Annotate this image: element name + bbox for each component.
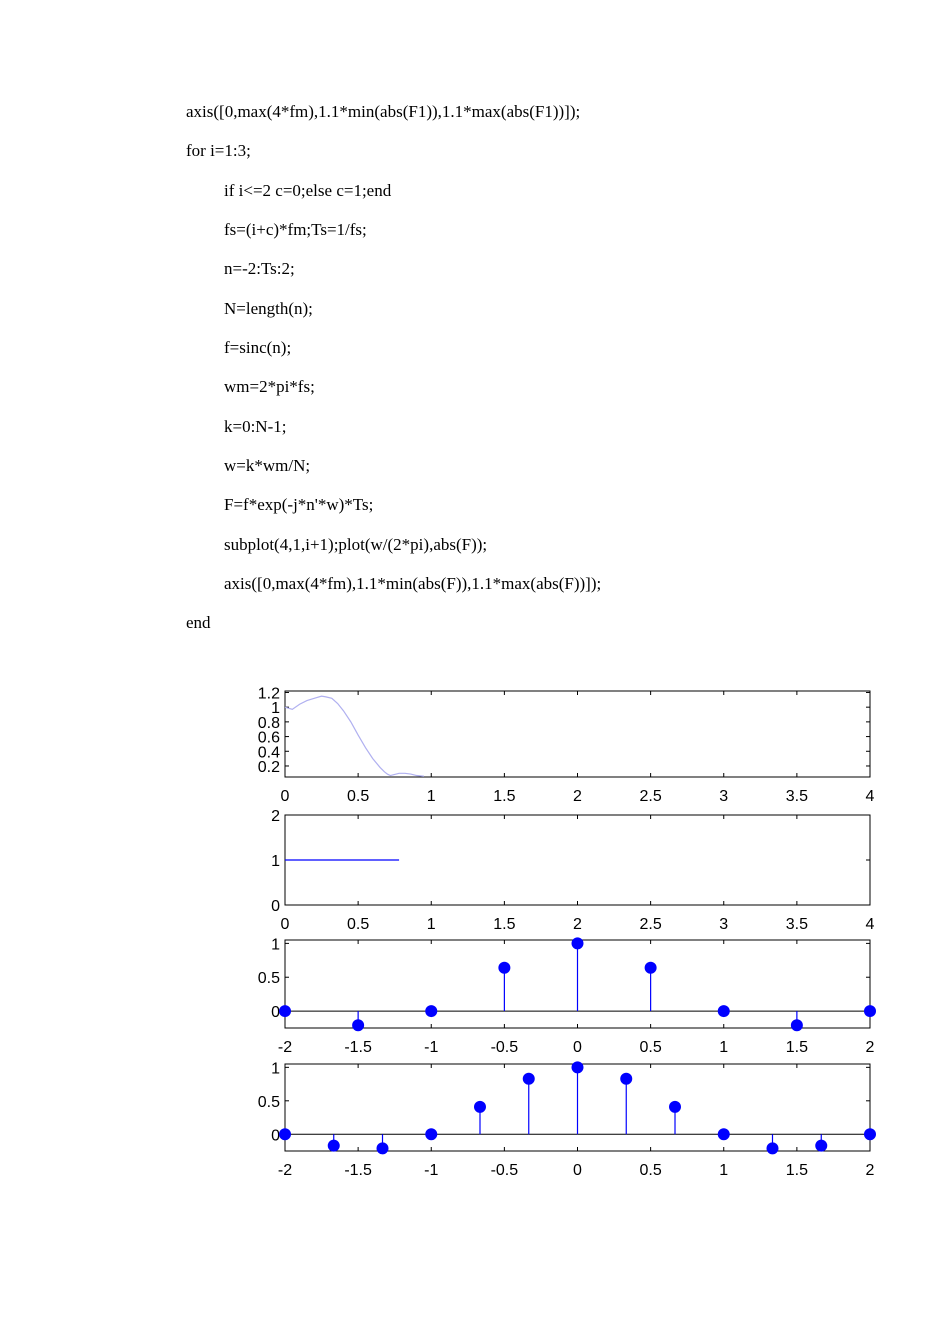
x-tick-label: 3.5 bbox=[785, 916, 808, 933]
x-tick-label: 0 bbox=[573, 1039, 582, 1056]
x-tick-label: 0.5 bbox=[347, 916, 370, 933]
x-tick-label: 0 bbox=[280, 916, 290, 933]
subplot-4 bbox=[258, 1060, 876, 1179]
code-line-2: for i=1:3; bbox=[186, 141, 251, 160]
matlab-figure bbox=[240, 680, 890, 1190]
stem-marker bbox=[718, 1129, 729, 1140]
stem-marker bbox=[499, 962, 510, 973]
x-tick-label: 2 bbox=[865, 1039, 875, 1056]
y-tick-label: 0 bbox=[271, 898, 280, 915]
stem-marker bbox=[280, 1129, 291, 1140]
subplot-2 bbox=[271, 808, 874, 933]
stem-marker bbox=[791, 1020, 802, 1031]
y-tick-label: 2 bbox=[271, 808, 280, 825]
x-tick-label: -0.5 bbox=[490, 1039, 519, 1056]
stem-marker bbox=[523, 1073, 534, 1084]
x-tick-label: 1 bbox=[719, 1162, 729, 1179]
code-line-12: subplot(4,1,i+1);plot(w/(2*pi),abs(F)); bbox=[224, 535, 488, 554]
x-tick-label: 3.5 bbox=[785, 788, 808, 805]
stem-marker bbox=[718, 1006, 729, 1017]
x-tick-label: -1.5 bbox=[344, 1039, 372, 1056]
x-tick-label: 3 bbox=[719, 788, 729, 805]
y-tick-label: 0 bbox=[271, 1127, 280, 1145]
code-line-13: axis([0,max(4*fm),1.1*min(abs(F)),1.1*max(abs(F))]); bbox=[224, 574, 602, 593]
series-line bbox=[285, 696, 424, 776]
y-tick-label: 0.5 bbox=[257, 970, 280, 988]
stem-marker bbox=[426, 1006, 437, 1017]
y-tick-label: 1.2 bbox=[257, 685, 280, 703]
code-line-4: fs=(i+c)*fm;Ts=1/fs; bbox=[224, 220, 367, 239]
x-tick-label: 2.5 bbox=[639, 788, 662, 805]
y-tick-label: 0 bbox=[271, 1004, 280, 1022]
x-tick-label: -2 bbox=[277, 1039, 293, 1056]
y-tick-label: 1 bbox=[271, 853, 280, 870]
stem-marker bbox=[645, 962, 656, 973]
x-tick-label: 0.5 bbox=[639, 1039, 662, 1056]
x-tick-label: 4 bbox=[865, 916, 875, 933]
subplot-1 bbox=[258, 685, 875, 805]
x-tick-label: 2 bbox=[573, 916, 582, 933]
x-tick-label: 2.5 bbox=[639, 916, 662, 933]
stem-marker bbox=[572, 1062, 583, 1073]
x-tick-label: 1 bbox=[426, 916, 436, 933]
stem-marker bbox=[280, 1006, 291, 1017]
code-line-1: axis([0,max(4*fm),1.1*min(abs(F1)),1.1*max(abs(F1))]); bbox=[186, 102, 581, 121]
x-tick-label: 1 bbox=[719, 1039, 729, 1056]
x-tick-label: -1 bbox=[424, 1162, 439, 1179]
code-line-9: k=0:N-1; bbox=[224, 417, 287, 436]
x-tick-label: 3 bbox=[719, 916, 729, 933]
x-tick-label: 1 bbox=[426, 788, 436, 805]
stem-marker bbox=[621, 1073, 632, 1084]
y-tick-label: 0.6 bbox=[257, 729, 280, 747]
x-tick-label: 2 bbox=[865, 1162, 875, 1179]
stem-marker bbox=[670, 1101, 681, 1112]
code-line-3: if i<=2 c=0;else c=1;end bbox=[224, 181, 392, 200]
y-tick-label: 0.8 bbox=[257, 714, 280, 732]
x-tick-label: 0.5 bbox=[639, 1162, 662, 1179]
subplot-3 bbox=[258, 936, 876, 1056]
stem-marker bbox=[328, 1140, 339, 1151]
code-line-7: f=sinc(n); bbox=[224, 338, 292, 357]
x-tick-label: 0 bbox=[280, 788, 290, 805]
y-tick-label: 1 bbox=[271, 1060, 280, 1078]
x-tick-label: 1.5 bbox=[785, 1039, 808, 1056]
stem-marker bbox=[377, 1143, 388, 1154]
x-tick-label: 1.5 bbox=[785, 1162, 808, 1179]
x-tick-label: 2 bbox=[573, 788, 582, 805]
code-line-5: n=-2:Ts:2; bbox=[224, 259, 295, 278]
stem-marker bbox=[474, 1101, 485, 1112]
y-tick-label: 1 bbox=[271, 700, 280, 718]
code-line-8: wm=2*pi*fs; bbox=[224, 377, 315, 396]
x-tick-label: -1.5 bbox=[344, 1162, 372, 1179]
x-tick-label: -2 bbox=[277, 1162, 293, 1179]
stem-marker bbox=[572, 938, 583, 949]
code-line-10: w=k*wm/N; bbox=[224, 456, 311, 475]
y-tick-label: 0.5 bbox=[257, 1093, 280, 1111]
stem-marker bbox=[865, 1129, 876, 1140]
stem-marker bbox=[353, 1020, 364, 1031]
stem-marker bbox=[767, 1143, 778, 1154]
x-tick-label: 0 bbox=[573, 1162, 582, 1179]
axes-box bbox=[285, 691, 870, 777]
stem-marker bbox=[816, 1140, 827, 1151]
stem-marker bbox=[865, 1006, 876, 1017]
code-line-14: end bbox=[186, 613, 211, 632]
stem-marker bbox=[426, 1129, 437, 1140]
code-line-11: F=f*exp(-j*n'*w)*Ts; bbox=[224, 495, 374, 514]
x-tick-label: -0.5 bbox=[490, 1162, 519, 1179]
y-tick-label: 0.4 bbox=[257, 744, 280, 762]
code-line-6: N=length(n); bbox=[224, 299, 313, 318]
x-tick-label: -1 bbox=[424, 1039, 439, 1056]
x-tick-label: 0.5 bbox=[347, 788, 370, 805]
x-tick-label: 1.5 bbox=[493, 788, 516, 805]
y-tick-label: 0.2 bbox=[257, 758, 280, 776]
y-tick-label: 1 bbox=[271, 936, 280, 954]
x-tick-label: 4 bbox=[865, 788, 875, 805]
x-tick-label: 1.5 bbox=[493, 916, 516, 933]
